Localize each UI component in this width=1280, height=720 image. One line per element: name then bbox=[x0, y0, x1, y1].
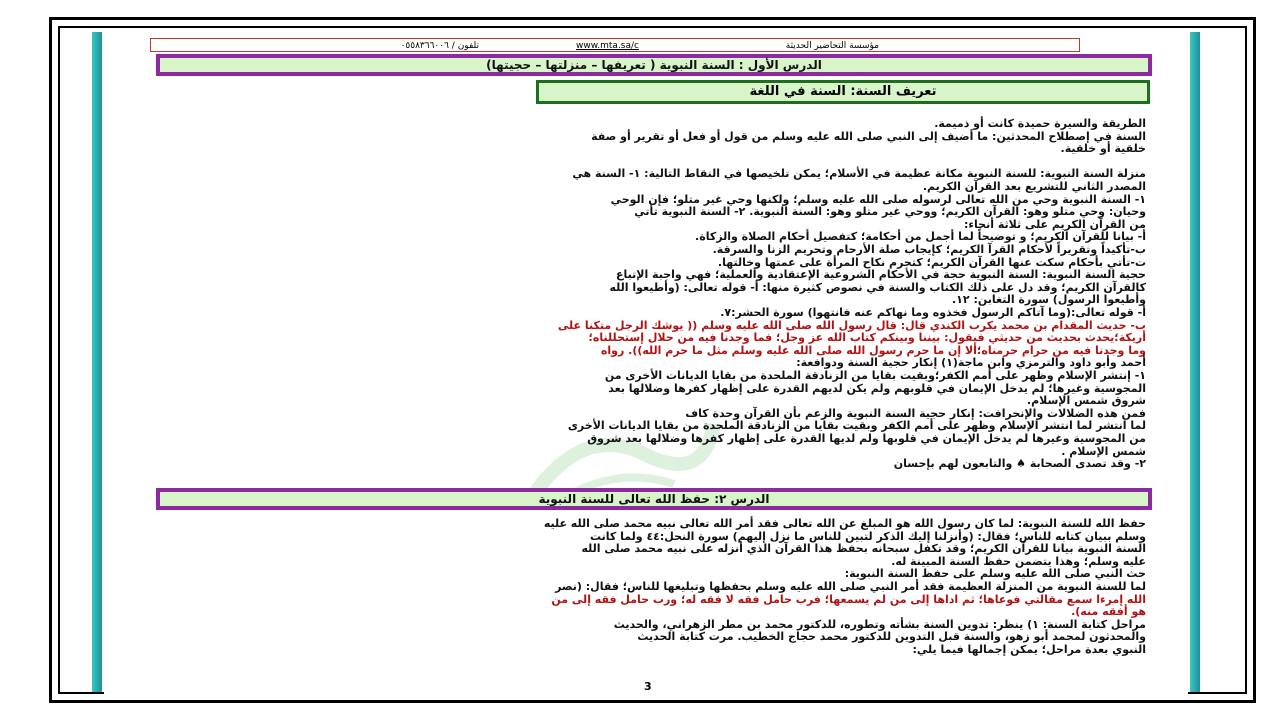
lines2-line: حث النبي صلى الله عليه وسلم على حفظ السنة النبوية: bbox=[844, 567, 1146, 581]
lines1-line: شمس الإسلام . bbox=[1061, 444, 1146, 458]
lesson1-title: الدرس الأول : السنة النبوية ( تعريفها – منزلتها – حجيتها) bbox=[486, 58, 822, 72]
lines2-line: السنة النبوية بيانا للقرآن الكريم؛ وقد تكفل سبحانه بحفظ هذا القرآن الذي أنزله على نبيه محمد صلى الله bbox=[581, 542, 1146, 556]
lines1-line: المصدر الثاني للتشريع بعد القرآن الكريم. bbox=[922, 180, 1146, 193]
lines1-line: حجية السنة النبوية: السنة النبوية حجة في الأحكام الشروعية الإعتقادية والعملية؛ فهي واجبة الإتباع bbox=[615, 268, 1146, 282]
lines1-line: أحمد وأبو داود والترمزي وابن ماجة(١) إنكار حجية السنة ودوافعة: bbox=[796, 356, 1146, 370]
left-teal-border bbox=[92, 32, 102, 692]
lines1-line: منزلة السنة النبوية: للسنة النبوية مكانة عظيمة في الأسلام؛ يمكن تلخيصها في النقاط التالية: ١- السنة هي bbox=[572, 167, 1146, 181]
right-teal-border bbox=[1190, 32, 1200, 692]
lines1-line: أريكة؛يحدث بحديث من حديثي فيقول: بيننا وبينكم كتاب الله عز وجل؛ فما وجدنا فيه من حلال إستحللناه؛ bbox=[588, 331, 1146, 345]
lines1-line: ت-تأتي بأحكام سكت عنها القرآن الكريم؛ كتحرم نكاح المرأة على عمتها وخالتها. bbox=[717, 255, 1146, 269]
lines1-line: كالقرآن الكريم؛ وقد دل على ذلك الكتاب والسنة في نصوص كثيرة منها: أ- قوله تعالى: (وأطيعوا الله bbox=[609, 280, 1146, 294]
lines1-line: ب- حديث المقدام بن محمد يكرب الكندي قال: قال رسول الله صلى الله عليه وسلم (( يوشك الرجل متكنا على bbox=[557, 318, 1146, 332]
lesson2-title-bar bbox=[156, 488, 1152, 510]
lines2-line: عليه وسلم؛ وهذا يتضمن حفظ السنة المبينة له. bbox=[891, 554, 1146, 568]
document-page bbox=[104, 34, 1188, 694]
lines2-line: الله إمرءا سمع مقالتي فوعاها؛ ثم اداها إلى من لم يسمعها؛ فرب حامل فقه لا فقه له؛ ورب حامل فقه إلى من bbox=[551, 592, 1146, 606]
lines1-line: ٢- وقد تصدى الصحابة ♠ والتابعون لهم بإحسان bbox=[893, 457, 1146, 471]
lines2-line: مراحل كتابة السنة: ١) ينظر: تدوين السنة بشأته وتطوره، للدكتور محمد بن مطر الزهراني، والحديث bbox=[613, 617, 1146, 631]
header-site-link[interactable]: www.mta.sa/c bbox=[576, 41, 639, 51]
lines2-line: وسلم ببيان كتابه للناس؛ فقال: (وأنزلنا إليك الذكر لتبين للناس ما نزل إليهم) سورة النحل:٤٤ ولما كانت bbox=[590, 529, 1146, 543]
definition-title-bar bbox=[536, 80, 1150, 104]
lines1-line: وحيان: وحي متلو وهو: القرآن الكريم؛ ووحي غير متلو وهو: السنة النبوية. ٢- السنة النبوية تأتي bbox=[634, 205, 1146, 219]
definition-title: تعريف السنة: السنة في اللغة bbox=[749, 84, 937, 99]
lines1-line: أ- بيانا للقرآن الكريم؛ و توضيحاً لما أجمل من أحكامة؛ كتفصيل أحكام الصلاة والزكاة. bbox=[695, 230, 1146, 244]
lines1-line: أ- قوله تعالى:(وما آتاكم الرسول فخذوه وما نهاكم عنه فانتهوا) سورة الحشر:٧. bbox=[720, 306, 1146, 319]
header-phone: تلفون / ٠٥٥٨٣٦٦٠٠٦ bbox=[400, 41, 479, 51]
lines1-line: الطريقة والسيرة حميدة كانت أو ذميمة. bbox=[934, 117, 1146, 130]
lesson2-title: الدرس ٢: حفظ الله تعالى للسنة النبوية bbox=[538, 492, 770, 506]
lines1-line: ب-تأكيداً وتقريراً لأحكام القرآ الكريم؛ كإيجاب صلة الأرحام وتحريم الزنا والسرقة. bbox=[712, 243, 1146, 256]
header-org: مؤسسة التحاضير الحديثة bbox=[785, 41, 879, 51]
lines1-line: المجوسية وغيرها؛ لم يدخل الإيمان في قلوبهم ولم يكن لديهم القدرة على إظهار كفرها وضلالها بعد bbox=[608, 381, 1146, 395]
page-number: 3 bbox=[644, 680, 652, 693]
lines1-line: من القرآن الكريم على ثلاثة أنحاء: bbox=[964, 217, 1146, 231]
lines1-line: فمن هذه الضلالات والإنحرافت: إنكار حجية السنة النبوية والزعم بأن القرآن وحدة كاف bbox=[685, 406, 1146, 420]
lines1-line: لما انتشر لما انتشر الإسلام وظهر على أمم الكفر وبقيت بقايا من الزنادقة الملحدة من بقايا الديانات الأخرى bbox=[567, 419, 1146, 433]
lines1-line: السنة في إصطلاح المحدثين: ما أضيف إلى النبي صلى الله عليه وسلم من قول أو فعل أو تقرير أو صفة bbox=[591, 129, 1146, 143]
lesson1-title-bar bbox=[156, 54, 1152, 76]
lines2-line: والمحدثون لمحمد أبو زهو، والسنة قبل التدوين للدكتور محمد حجاج الخطيب. مرت كتابة الحديث bbox=[637, 630, 1146, 644]
lines2-line: النبوي بعدة مراحل؛ يمكن إجمالها فيما يلي: bbox=[912, 643, 1146, 656]
lines2-line: هو أفقه منه). bbox=[1071, 605, 1146, 619]
lines1-line: وأطيعوا الرسول) سورة التغابن: ١٢. bbox=[951, 293, 1146, 307]
lines2-line: حفظ الله للسنة النبوية: لما كان رسول الله هو المبلغ عن الله تعالى فقد أمر الله تعالى نبيه محمد صلى الله عليه bbox=[543, 517, 1146, 530]
lines1-line: وما وجدنا فيه من حرام حرمناه؛ألا إن ما حرم رسول الله صلى الله عليه وسلم مثل ما حرم الله)). رواه bbox=[600, 343, 1146, 357]
lines2-line: لما للسنة النبوية من المنزلة العظيمة فقد أمر النبي صلى الله عليه وسلم بحفظها وتبليغها للناس؛ فقال: (نصر bbox=[555, 580, 1146, 593]
page-header bbox=[150, 38, 1080, 52]
lines1-line: من المجوسية وغيرها لم يدخل الإيمان في قلوبها ولم لديها القدرة على إظهار كفرها وضلالها بعد شروق bbox=[587, 432, 1146, 445]
lines1-line: ١- السنة النبوية وحي من الله تعالى لرسوله صلى الله عليه وسلم؛ ولكنها وحي غير متلو؛ فإن الوحي bbox=[610, 192, 1146, 206]
lines1-line: خلقية أو خلقية. bbox=[1060, 142, 1146, 156]
lines1-line: شروق شمس الإسلام. bbox=[1026, 394, 1146, 408]
lines1-line: ١- إنتشر الإسلام وظهر على أمم الكفر؛وبقيت بقايا من الزنادقة الملحدة من بقايا الديانات الأخرى من bbox=[604, 369, 1146, 382]
